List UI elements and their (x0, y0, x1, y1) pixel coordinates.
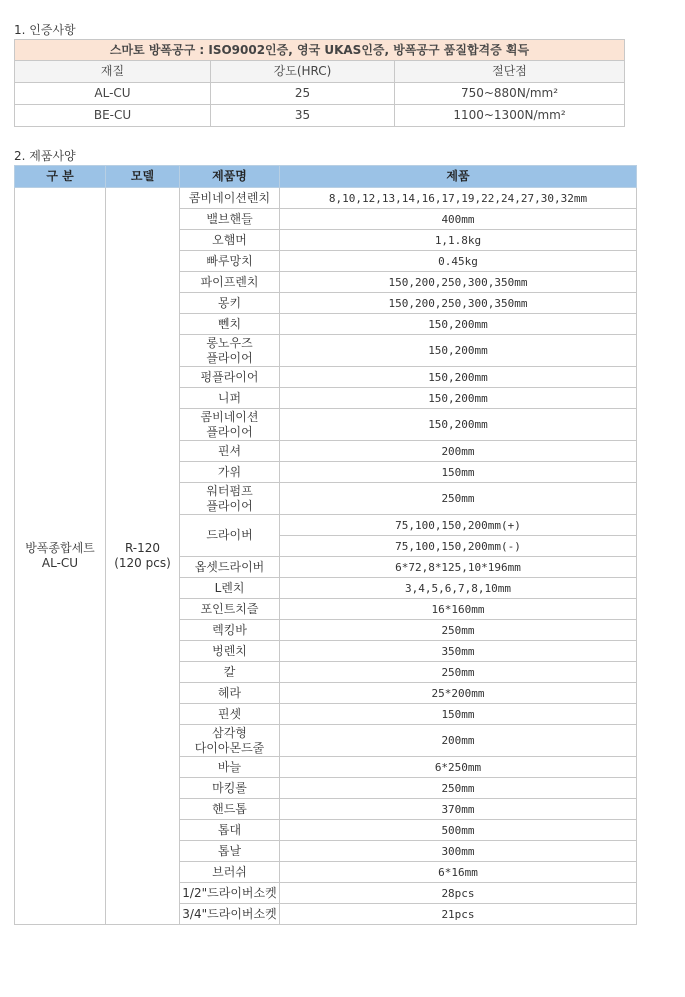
product-name-line: 바늘 (217, 759, 242, 774)
section1-title: 1. 인증사항 (14, 23, 76, 37)
product-name-line: 플라이어 (206, 498, 253, 513)
header-material: 재질 (15, 61, 211, 83)
product-spec-cell: 1,1.8kg (280, 230, 637, 251)
cutting-point-cell: 1100~1300N/mm² (395, 105, 625, 127)
product-name-line: 다이아몬드줄 (194, 740, 265, 755)
product-name-line: 롱노우즈 (206, 335, 253, 350)
product-name-cell (180, 293, 280, 314)
product-spec-cell: 3,4,5,6,7,8,10mm (280, 578, 637, 599)
product-name-cell (180, 641, 280, 662)
product-name-cell (180, 367, 280, 388)
product-spec-cell: 150,200,250,300,350mm (280, 293, 637, 314)
product-spec-cell: 150mm (280, 704, 637, 725)
product-spec-cell: 400mm (280, 209, 637, 230)
product-name-cell (180, 230, 280, 251)
product-spec-cell: 150mm (280, 462, 637, 483)
product-spec-cell: 75,100,150,200mm(+) (280, 515, 637, 536)
product-name-cell (180, 388, 280, 409)
product-spec-cell: 150,200mm (280, 335, 637, 367)
model-cell (106, 188, 180, 925)
product-spec-cell: 150,200,250,300,350mm (280, 272, 637, 293)
category-cell (15, 188, 106, 925)
certification-banner: 스마토 방폭공구 : ISO9002인증, 영국 UKAS인증, 방폭공구 품질합격증 획득 (15, 40, 625, 61)
product-spec-cell: 6*16mm (280, 862, 637, 883)
product-name-cell (180, 683, 280, 704)
product-name-line: 렉킹바 (212, 622, 247, 637)
product-spec-cell: 6*72,8*125,10*196mm (280, 557, 637, 578)
product-name-line: 밸브핸들 (206, 211, 253, 226)
product-name-cell (180, 557, 280, 578)
product-spec-cell: 0.45kg (280, 251, 637, 272)
product-name-cell (180, 778, 280, 799)
product-name-cell (180, 462, 280, 483)
product-spec-cell: 370mm (280, 799, 637, 820)
certification-banner-row (15, 40, 625, 61)
product-name-line: 뻰치 (217, 316, 242, 331)
product-name-line: 포인트치즐 (200, 601, 259, 616)
model-line: (120 pcs) (114, 556, 171, 570)
product-name-line: 칼 (223, 664, 236, 679)
product-name-line: 콤비네이션렌치 (188, 190, 271, 205)
header-cutting-point: 절단점 (395, 61, 625, 83)
product-spec-cell: 250mm (280, 662, 637, 683)
table-row (15, 188, 637, 209)
product-name-line: 톱대 (217, 822, 242, 837)
product-name-line: 벙렌치 (212, 643, 247, 658)
product-spec-cell: 21pcs (280, 904, 637, 925)
model-line: R-120 (124, 541, 161, 555)
header-hardness: 강도(HRC) (211, 61, 395, 83)
product-spec-cell: 150,200mm (280, 388, 637, 409)
product-spec-cell: 16*160mm (280, 599, 637, 620)
product-name-line: 워터펌프 (206, 483, 253, 498)
product-spec-cell: 25*200mm (280, 683, 637, 704)
product-name-line: 오햄머 (212, 232, 247, 247)
product-spec-cell: 250mm (280, 483, 637, 515)
product-name-line: L렌치 (214, 580, 245, 595)
product-spec-cell: 150,200mm (280, 314, 637, 335)
product-spec-cell: 350mm (280, 641, 637, 662)
product-spec-cell: 75,100,150,200mm(-) (280, 536, 637, 557)
header-category: 구 분 (15, 166, 106, 188)
product-name-line: 헤라 (217, 685, 242, 700)
hardness-cell: 35 (211, 105, 395, 127)
product-name-line: 삼각형 (212, 725, 247, 740)
product-name-cell (180, 862, 280, 883)
product-name-line: 플라이어 (206, 424, 253, 439)
product-name-line: 브러쉬 (212, 864, 247, 879)
product-spec-cell: 150,200mm (280, 367, 637, 388)
category-line: AL-CU (41, 556, 79, 570)
section2-title: 2. 제품사양 (14, 149, 76, 163)
product-name-cell (180, 904, 280, 925)
category-line: 방폭종합세트 (25, 541, 95, 555)
product-name-line: 플라이어 (206, 350, 253, 365)
product-spec-cell: 8,10,12,13,14,16,17,19,22,24,27,30,32mm (280, 188, 637, 209)
table-row (15, 105, 625, 127)
product-name-cell (180, 441, 280, 462)
product-name-line: 1/2"드라이버소켓 (182, 885, 277, 900)
product-name-line: 핸드톱 (212, 801, 247, 816)
product-name-cell (180, 704, 280, 725)
product-name-line: 핀셔 (217, 443, 242, 458)
material-cell: BE-CU (15, 105, 211, 127)
product-name-cell (180, 883, 280, 904)
product-name-cell (180, 188, 280, 209)
product-name-line: 몽키 (217, 295, 242, 310)
product-name-cell (180, 209, 280, 230)
product-name-line: 가위 (217, 464, 242, 479)
hardness-cell: 25 (211, 83, 395, 105)
product-name-line: 핀셋 (217, 706, 242, 721)
product-spec-cell: 28pcs (280, 883, 637, 904)
product-spec-cell: 300mm (280, 841, 637, 862)
header-product-spec: 제품 (280, 166, 637, 188)
product-name-cell (180, 251, 280, 272)
product-name-cell (180, 272, 280, 293)
product-name-line: 콤비네이션 (200, 409, 259, 424)
product-name-cell (180, 515, 280, 557)
product-spec-table (14, 165, 637, 925)
product-name-line: 마킹롤 (212, 780, 247, 795)
product-name-cell (180, 578, 280, 599)
product-name-cell (180, 483, 280, 515)
product-name-cell (180, 725, 280, 757)
product-name-line: 빠루망치 (206, 253, 253, 268)
product-name-cell (180, 662, 280, 683)
cutting-point-cell: 750~880N/mm² (395, 83, 625, 105)
product-spec-cell: 200mm (280, 725, 637, 757)
product-name-line: 3/4"드라이버소켓 (182, 906, 277, 921)
certification-header-row (15, 61, 625, 83)
product-name-line: 니퍼 (217, 390, 242, 405)
product-name-line: 드라이버 (206, 528, 253, 542)
product-name-cell (180, 841, 280, 862)
product-name-cell (180, 314, 280, 335)
table-row (15, 83, 625, 105)
product-spec-cell: 500mm (280, 820, 637, 841)
product-name-cell (180, 820, 280, 841)
product-name-cell (180, 409, 280, 441)
product-name-cell (180, 620, 280, 641)
product-name-line: 파이프렌치 (200, 274, 259, 289)
product-spec-cell: 250mm (280, 778, 637, 799)
product-spec-cell: 200mm (280, 441, 637, 462)
product-name-line: 옵셋드라이버 (194, 559, 265, 574)
product-name-line: 톱날 (217, 843, 242, 858)
header-model: 모델 (106, 166, 180, 188)
product-name-cell (180, 335, 280, 367)
spec-header-row (15, 166, 637, 188)
product-spec-cell: 150,200mm (280, 409, 637, 441)
product-spec-cell: 250mm (280, 620, 637, 641)
certification-table (14, 39, 625, 127)
product-name-line: 펑플라이어 (200, 369, 259, 384)
product-name-cell (180, 599, 280, 620)
product-name-cell (180, 799, 280, 820)
product-spec-cell: 6*250mm (280, 757, 637, 778)
product-name-cell (180, 757, 280, 778)
material-cell: AL-CU (15, 83, 211, 105)
header-product-name: 제품명 (180, 166, 280, 188)
